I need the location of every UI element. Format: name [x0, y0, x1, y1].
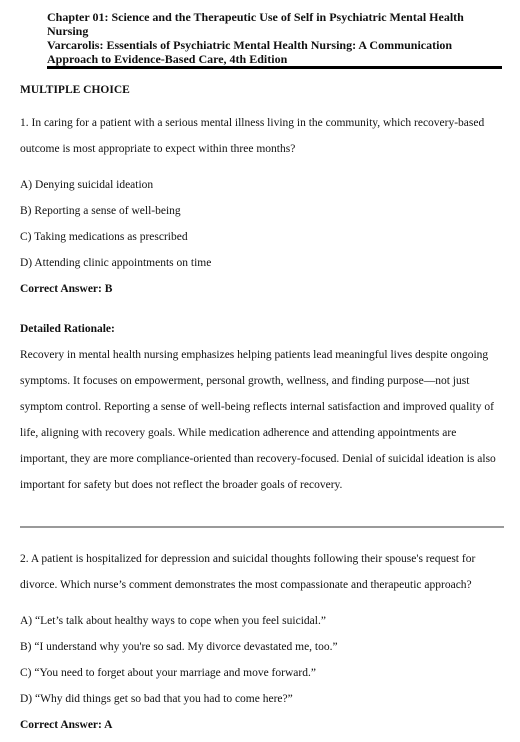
correct-answer: Correct Answer: B — [20, 283, 113, 295]
question-1 — [20, 110, 504, 498]
option-list — [20, 608, 504, 712]
document-header — [47, 10, 487, 66]
rationale-heading: Detailed Rationale: — [20, 323, 115, 335]
rationale-text: Recovery in mental health nursing emphasizes helping patients lead meaningful lives despite ongoing symptoms. It focuses on empowerment, personal growth, wellness, and finding purpose—not just symptom control. Reporting a sense of well-being reflects internal satisfaction and improved quality of life, aligning with recovery goals. While medication adherence and attending appointments are important, they are more compliance-oriented than recovery-focused. Denial of suicidal ideation is also important for safety but does not reflect the broader goals of recovery. — [20, 349, 496, 491]
option-a: A) Denying suicidal ideation — [20, 179, 154, 191]
chapter-title: Chapter 01: Science and the Therapeutic Use of Self in Psychiatric Mental Health Nursing — [47, 10, 464, 38]
option-d: D) Attending clinic appointments on time — [20, 257, 212, 269]
section-title: MULTIPLE CHOICE — [20, 84, 130, 96]
option-c: C) “You need to forget about your marriage and move forward.” — [20, 667, 316, 679]
question-separator — [20, 526, 504, 528]
option-b: B) Reporting a sense of well-being — [20, 205, 181, 217]
document-body — [20, 84, 504, 738]
option-a: A) “Let’s talk about healthy ways to cope when you feel suicidal.” — [20, 615, 326, 627]
book-title: Varcarolis: Essentials of Psychiatric Mental Health Nursing: A Communication — [47, 38, 453, 52]
question-text: 1. In caring for a patient with a serious mental illness living in the community, which recovery-based outcome is most appropriate to expect within three months? — [20, 117, 485, 155]
question-2 — [20, 546, 504, 738]
option-d: D) “Why did things get so bad that you had to come here?” — [20, 693, 293, 705]
option-list — [20, 172, 504, 276]
option-b: B) “I understand why you're so sad. My divorce devastated me, too.” — [20, 641, 338, 653]
correct-answer: Correct Answer: A — [20, 719, 113, 731]
question-text: 2. A patient is hospitalized for depression and suicidal thoughts following their spouse's request for divorce. Which nurse’s comment demonstrates the most compassionate and therapeutic approach? — [20, 553, 476, 591]
book-subtitle: Approach to Evidence-Based Care, 4th Edition — [47, 52, 288, 66]
option-c: C) Taking medications as prescribed — [20, 231, 188, 243]
header-divider — [47, 66, 502, 69]
